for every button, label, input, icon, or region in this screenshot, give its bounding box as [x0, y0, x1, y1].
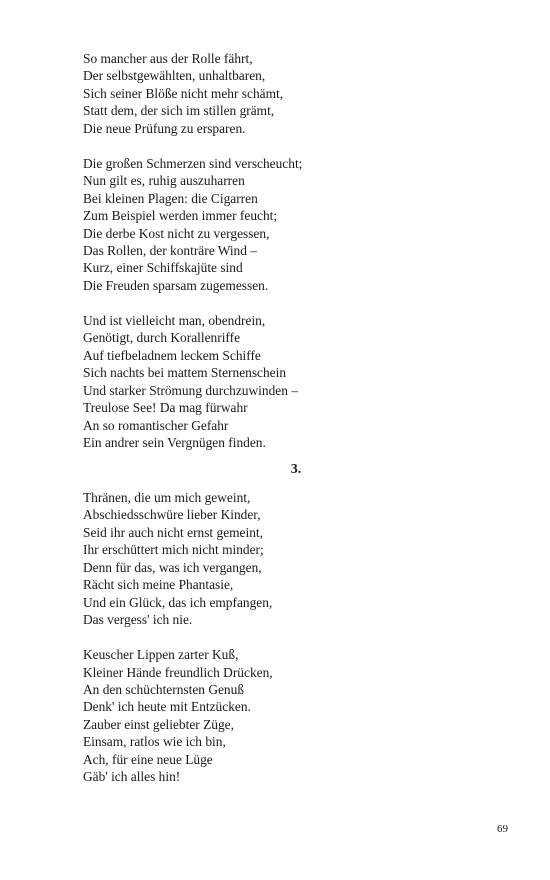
verse-line: Treulose See! Da mag fürwahr	[83, 400, 248, 416]
poem-section-3	[83, 489, 383, 786]
verse-line: An so romantischer Gefahr	[83, 417, 229, 433]
verse-line: Gäb' ich alles hin!	[83, 769, 181, 785]
verse-line: Das Rollen, der konträre Wind –	[83, 243, 257, 259]
verse-line: Sich seiner Blöße nicht mehr schämt,	[83, 85, 284, 101]
verse-line: Seid ihr auch nicht ernst gemeint,	[83, 524, 263, 540]
verse-line: Der selbstgewählten, unhaltbaren,	[83, 68, 266, 84]
verse-line: Thränen, die um mich geweint,	[83, 490, 251, 505]
verse-line: So mancher aus der Rolle fährt,	[83, 51, 253, 66]
verse-line: Bei kleinen Plagen: die Cigarren	[83, 190, 258, 206]
verse-line: Kleiner Hände freundlich Drücken,	[83, 664, 273, 680]
verse-line: Die derbe Kost nicht zu vergessen,	[83, 225, 270, 241]
page-number: 69	[497, 823, 508, 835]
verse-line: Ihr erschüttert mich nicht minder;	[83, 542, 264, 558]
verse-line: Rächt sich meine Phantasie,	[83, 577, 234, 593]
verse-line: Kurz, einer Schiffskajüte sind	[83, 260, 243, 276]
verse-line: Genötigt, durch Korallenriffe	[83, 330, 241, 346]
stanza-3	[83, 312, 383, 452]
verse-line: Und ist vielleicht man, obendrein,	[83, 312, 266, 328]
verse-line: Abschiedsschwüre lieber Kinder,	[83, 507, 261, 523]
verse-line: Ein andrer sein Vergnügen finden.	[83, 435, 266, 451]
verse-line: Auf tiefbeladnem leckem Schiffe	[83, 347, 261, 363]
verse-line: Die großen Schmerzen sind verscheucht;	[83, 155, 303, 171]
verse-line: Sich nachts bei mattem Sternenschein	[83, 365, 287, 381]
verse-line: Denk' ich heute mit Entzücken.	[83, 699, 251, 715]
verse-line: Und starker Strömung durchzuwinden –	[83, 382, 298, 398]
verse-line: Die Freuden sparsam zugemessen.	[83, 277, 269, 293]
poem-part-continued	[83, 50, 383, 452]
stanza-2	[83, 646, 383, 786]
verse-line: Denn für das, was ich vergangen,	[83, 559, 262, 575]
section-number-heading: 3.	[290, 462, 302, 477]
stanza-2	[83, 155, 383, 295]
verse-line: Und ein Glück, das ich empfangen,	[83, 594, 273, 610]
verse-line: Statt dem, der sich im stillen grämt,	[83, 103, 275, 119]
verse-line: Einsam, ratlos wie ich bin,	[83, 734, 226, 750]
verse-line: Zauber einst geliebter Züge,	[83, 716, 234, 732]
verse-line: Das vergess' ich nie.	[83, 612, 193, 628]
verse-line: Keuscher Lippen zarter Kuß,	[83, 647, 239, 663]
verse-line: Ach, für eine neue Lüge	[83, 751, 213, 767]
verse-line: Nun gilt es, ruhig auszuharren	[83, 173, 245, 189]
verse-line: An den schüchternsten Genuß	[83, 682, 245, 698]
verse-line: Zum Beispiel werden immer feucht;	[83, 208, 278, 224]
verse-line: Die neue Prüfung zu ersparen.	[83, 120, 246, 136]
stanza-1	[83, 489, 383, 629]
stanza-1	[83, 50, 383, 137]
